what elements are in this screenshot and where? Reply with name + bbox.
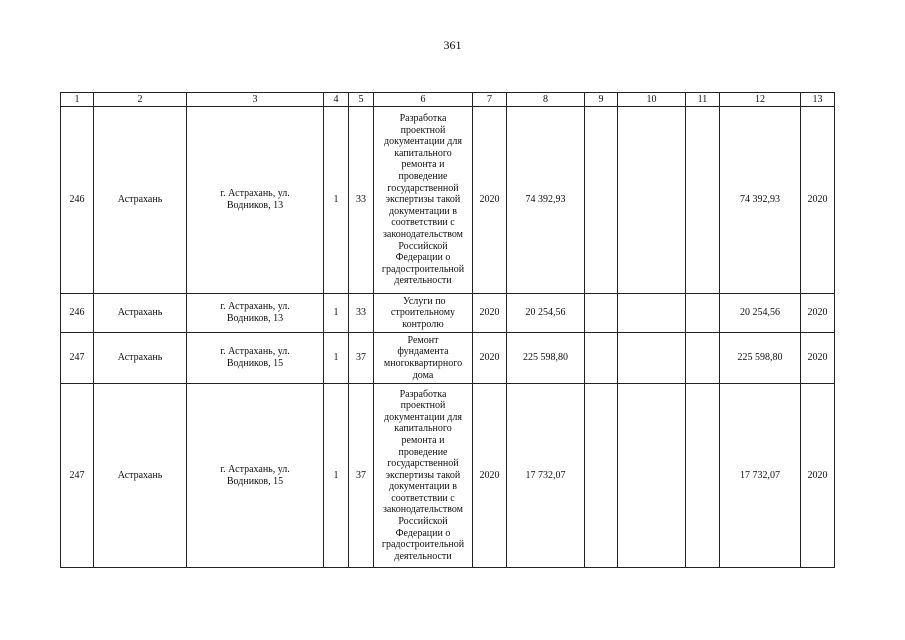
work-line: Ремонт xyxy=(407,334,439,346)
work-line: экспертизы такой xyxy=(385,194,461,206)
work-line: проектной xyxy=(400,400,446,412)
page-number: 361 xyxy=(443,38,462,52)
column-header: 11 xyxy=(686,93,720,107)
city-cell: Астрахань xyxy=(94,294,187,333)
col9-cell xyxy=(585,384,618,568)
work-line: деятельности xyxy=(394,550,452,562)
column-header: 4 xyxy=(324,93,349,107)
work-description-cell xyxy=(374,384,473,568)
year-cell: 2020 xyxy=(473,294,507,333)
work-description-cell xyxy=(374,333,473,384)
address-line: Водников, 15 xyxy=(226,358,284,369)
col11-cell xyxy=(686,107,720,294)
cost-cell: 225 598,80 xyxy=(507,333,585,384)
table-row xyxy=(61,107,835,294)
col13-cell: 2020 xyxy=(801,294,835,333)
work-line: документации в xyxy=(389,481,457,493)
work-line: государственной xyxy=(387,458,459,470)
cost-cell: 17 732,07 xyxy=(507,384,585,568)
header-row xyxy=(61,93,835,107)
work-description-cell xyxy=(374,294,473,333)
work-line: ремонта и xyxy=(401,434,445,446)
work-line: фундамента xyxy=(397,346,449,358)
col5-cell: 37 xyxy=(349,384,374,568)
work-line: ремонта и xyxy=(401,159,445,171)
column-header: 3 xyxy=(187,93,324,107)
address-cell xyxy=(187,107,324,294)
work-line: Разработка xyxy=(399,113,447,125)
column-header: 6 xyxy=(374,93,473,107)
table-row xyxy=(61,294,835,333)
col13-cell: 2020 xyxy=(801,107,835,294)
work-description-cell xyxy=(374,107,473,294)
col10-cell xyxy=(618,107,686,294)
year-cell: 2020 xyxy=(473,107,507,294)
column-header: 12 xyxy=(720,93,801,107)
work-line: документации для xyxy=(384,411,462,423)
year-cell: 2020 xyxy=(473,384,507,568)
work-line: градостроительной xyxy=(381,263,465,275)
row-number: 247 xyxy=(61,384,94,568)
work-line: контролю xyxy=(402,318,444,330)
work-line: проведение xyxy=(398,446,448,458)
work-line: многоквартирного xyxy=(383,358,463,369)
col10-cell xyxy=(618,333,686,384)
address-line: г. Астрахань, ул. xyxy=(220,346,290,358)
col9-cell xyxy=(585,333,618,384)
work-line: Российской xyxy=(398,516,448,528)
address-cell xyxy=(187,294,324,333)
col9-cell xyxy=(585,294,618,333)
address-line: Водников, 13 xyxy=(226,313,284,324)
column-header: 5 xyxy=(349,93,374,107)
col5-cell: 33 xyxy=(349,294,374,333)
work-line: Федерации о xyxy=(395,252,451,264)
col13-cell: 2020 xyxy=(801,333,835,384)
work-line: соответствии с xyxy=(391,217,455,229)
col4-cell: 1 xyxy=(324,333,349,384)
col5-cell: 33 xyxy=(349,107,374,294)
cost-cell: 20 254,56 xyxy=(507,294,585,333)
column-header: 8 xyxy=(507,93,585,107)
col4-cell: 1 xyxy=(324,384,349,568)
work-line: дома xyxy=(412,369,434,381)
col11-cell xyxy=(686,294,720,333)
col4-cell: 1 xyxy=(324,107,349,294)
row-number: 246 xyxy=(61,294,94,333)
address-line: Водников, 15 xyxy=(226,475,284,487)
work-line: деятельности xyxy=(394,275,452,287)
work-line: градостроительной xyxy=(381,539,465,551)
address-line: Водников, 13 xyxy=(226,200,284,211)
city-cell: Астрахань xyxy=(94,384,187,568)
col11-cell xyxy=(686,384,720,568)
table-row xyxy=(61,384,835,568)
col4-cell: 1 xyxy=(324,294,349,333)
col12-cell: 17 732,07 xyxy=(720,384,801,568)
work-line: проектной xyxy=(400,124,446,136)
table-row xyxy=(61,333,835,384)
work-line: документации для xyxy=(384,136,462,148)
address-line: г. Астрахань, ул. xyxy=(220,301,290,313)
col12-cell: 20 254,56 xyxy=(720,294,801,333)
column-header: 2 xyxy=(94,93,187,107)
column-header: 9 xyxy=(585,93,618,107)
work-line: Российской xyxy=(398,240,448,252)
column-header: 1 xyxy=(61,93,94,107)
column-header: 13 xyxy=(801,93,835,107)
address-cell xyxy=(187,333,324,384)
work-line: документации в xyxy=(389,205,457,217)
col12-cell: 74 392,93 xyxy=(720,107,801,294)
work-line: законодательством xyxy=(382,504,464,516)
col13-cell: 2020 xyxy=(801,384,835,568)
work-line: экспертизы такой xyxy=(385,469,461,481)
work-line: Разработка xyxy=(399,388,447,400)
address-line: г. Астрахань, ул. xyxy=(220,188,290,200)
city-cell: Астрахань xyxy=(94,333,187,384)
cost-cell: 74 392,93 xyxy=(507,107,585,294)
work-line: строительному xyxy=(390,307,456,319)
row-number: 247 xyxy=(61,333,94,384)
year-cell: 2020 xyxy=(473,333,507,384)
city-cell: Астрахань xyxy=(94,107,187,294)
row-number: 246 xyxy=(61,107,94,294)
address-line: г. Астрахань, ул. xyxy=(220,463,290,475)
work-line: проведение xyxy=(398,171,448,183)
col10-cell xyxy=(618,384,686,568)
work-line: капитального xyxy=(394,147,452,159)
col10-cell xyxy=(618,294,686,333)
column-header: 7 xyxy=(473,93,507,107)
col9-cell xyxy=(585,107,618,294)
work-line: капитального xyxy=(394,423,452,435)
work-line: Федерации о xyxy=(395,527,451,539)
address-cell xyxy=(187,384,324,568)
col11-cell xyxy=(686,333,720,384)
data-table xyxy=(60,92,835,568)
work-line: соответствии с xyxy=(391,492,455,504)
work-line: законодательством xyxy=(382,228,464,240)
col12-cell: 225 598,80 xyxy=(720,333,801,384)
work-line: государственной xyxy=(387,182,459,194)
col5-cell: 37 xyxy=(349,333,374,384)
column-header: 10 xyxy=(618,93,686,107)
work-line: Услуги по xyxy=(400,295,446,307)
